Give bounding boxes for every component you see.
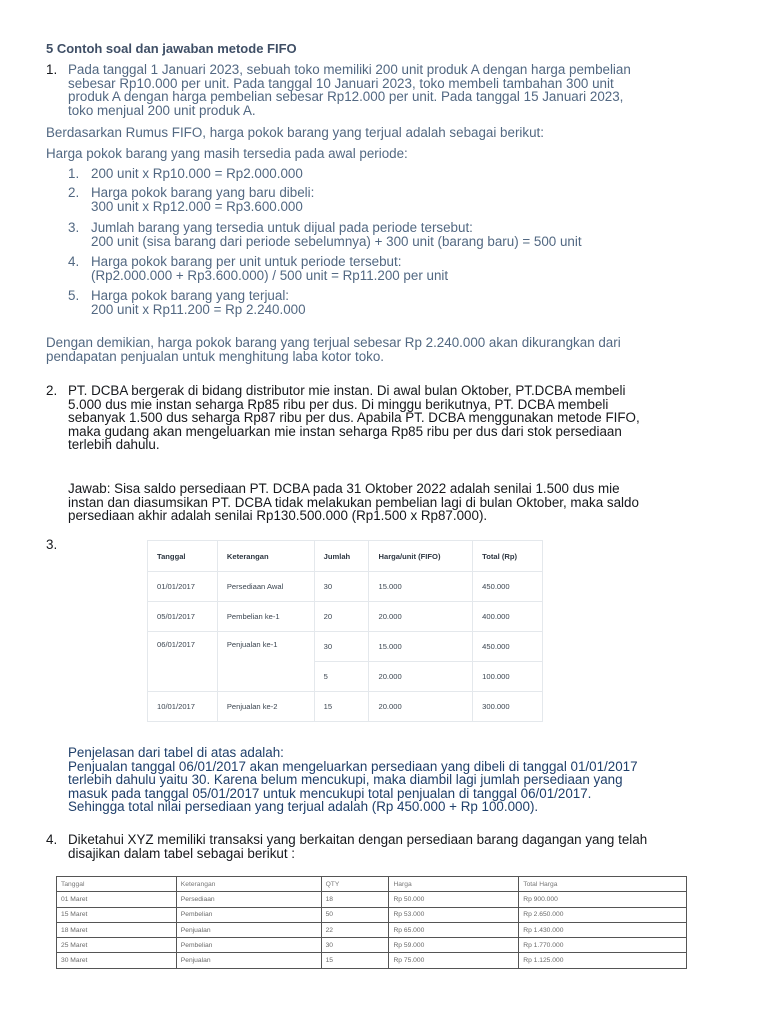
table-cell: 15.000	[369, 632, 473, 662]
step-text: Harga pokok barang yang terjual:	[91, 288, 290, 303]
table-cell: Pembelian	[176, 938, 321, 953]
text-line: produk A dengan harga pembelian sebesar Rp12.000 per unit. Pada tanggal 15 Januari 2023,	[68, 89, 624, 104]
column-header: Jumlah	[314, 541, 369, 572]
step-text: 200 unit x Rp10.000 = Rp2.000.000	[91, 166, 303, 181]
text-line: Sehingga total nilai persediaan yang terjual adalah (Rp 450.000 + Rp 100.000).	[68, 799, 539, 814]
table-cell: Pembelian ke-1	[217, 602, 314, 632]
text-line: disajikan dalam tabel sebagai berikut :	[68, 845, 296, 861]
table-cell: 18	[321, 892, 389, 907]
intro-text: Berdasarkan Rumus FIFO, harga pokok barang yang terjual adalah sebagai berikut:	[46, 125, 544, 140]
table-cell: 20.000	[369, 662, 473, 692]
column-header: Tanggal	[148, 541, 218, 572]
answer-text	[68, 482, 639, 523]
table-cell: 15	[314, 692, 369, 722]
table-cell: 01/01/2017	[148, 572, 218, 602]
table-row	[57, 907, 687, 922]
page-title: 5 Contoh soal dan jawaban metode FIFO	[46, 41, 297, 56]
table-cell: 400.000	[473, 602, 543, 632]
step-text: (Rp2.000.000 + Rp3.600.000) / 500 unit = Rp11.200 per unit	[91, 268, 449, 283]
column-header: Harga	[389, 877, 519, 892]
conclusion-text	[46, 336, 621, 363]
table-row	[57, 892, 687, 907]
table-cell: 300.000	[473, 692, 543, 722]
table-cell: 05/01/2017	[148, 602, 218, 632]
step-number: 2.	[68, 185, 80, 200]
text-line: Jawab: Sisa saldo persediaan PT. DCBA pada 31 Oktober 2022 adalah senilai 1.500 dus mie	[68, 481, 620, 496]
table-cell: 30	[314, 632, 369, 662]
column-header: Keterangan	[217, 541, 314, 572]
column-header: Keterangan	[176, 877, 321, 892]
text-line: persediaan akhir adalah senilai Rp130.500.000 (Rp1.500 x Rp87.000).	[68, 508, 488, 523]
column-header: Harga/unit (FIFO)	[369, 541, 473, 572]
step-text: Harga pokok barang per unit untuk periode tersebut:	[91, 254, 402, 269]
text-line: PT. DCBA bergerak di bidang distributor mie instan. Di awal bulan Oktober, PT.DCBA membeli	[68, 383, 626, 398]
table-cell: Rp 65.000	[389, 922, 519, 937]
text-line: masuk pada tanggal 05/01/2017 untuk mencukupi total penjualan di tanggal 06/01/2017.	[68, 785, 592, 801]
text-line: terlebih dahulu.	[68, 437, 160, 452]
table-row	[57, 953, 687, 968]
table-row	[57, 938, 687, 953]
step-number: 4.	[68, 254, 80, 269]
table-cell: Rp 59.000	[389, 938, 519, 953]
step-text: 200 unit (sisa barang dari periode sebelumnya) + 300 unit (barang baru) = 500 unit	[91, 234, 582, 249]
question-4-text	[68, 833, 647, 860]
table-cell: 10/01/2017	[148, 692, 218, 722]
table-header-row	[148, 541, 543, 572]
table-explanation	[68, 746, 638, 814]
text-line: 5.000 dus mie instan seharga Rp85 ribu per dus. Di minggu berikutnya, PT. DCBA membeli	[68, 396, 609, 412]
table-cell: 50	[321, 907, 389, 922]
step-text: 300 unit x Rp12.000 = Rp3.600.000	[91, 199, 303, 214]
step-text: Harga pokok barang yang baru dibeli:	[91, 185, 315, 200]
column-header: Total Harga	[519, 877, 687, 892]
text-line: Pada tanggal 1 Januari 2023, sebuah toko memiliki 200 unit produk A dengan harga pembelian	[68, 62, 631, 77]
table-cell: 15	[321, 953, 389, 968]
table-cell: 100.000	[473, 662, 543, 692]
question-number: 1.	[46, 62, 58, 77]
table-cell: 25 Maret	[57, 938, 177, 953]
table-cell: Rp 1.770.000	[519, 938, 687, 953]
step-number: 3.	[68, 220, 80, 235]
column-header: Tanggal	[57, 877, 177, 892]
transaction-table	[56, 876, 687, 969]
table-cell: 06/01/2017	[148, 632, 218, 692]
column-header: QTY	[321, 877, 389, 892]
table-cell: 15.000	[369, 572, 473, 602]
step-number: 5.	[68, 288, 80, 303]
table-cell: 01 Maret	[57, 892, 177, 907]
table-row	[57, 922, 687, 937]
table-cell: Rp 1.430.000	[519, 922, 687, 937]
table-cell: Rp 50.000	[389, 892, 519, 907]
text-line: Diketahui XYZ memiliki transaksi yang berkaitan dengan persediaan barang dagangan yang telah	[68, 832, 648, 847]
table-row	[148, 572, 543, 602]
table-cell: 30	[321, 938, 389, 953]
table-cell: 22	[321, 922, 389, 937]
table-cell: 5	[314, 662, 369, 692]
question-number: 3.	[46, 537, 58, 552]
text-line: toko menjual 200 unit produk A.	[68, 102, 256, 118]
table-cell: 20.000	[369, 602, 473, 632]
table-cell: Rp 75.000	[389, 953, 519, 968]
table-row	[148, 602, 543, 632]
text-line: Penjelasan dari tabel di atas adalah:	[68, 745, 284, 760]
table-cell: Persediaan Awal	[217, 572, 314, 602]
text-line: instan dan diasumsikan PT. DCBA tidak melakukan pembelian lagi di bulan Oktober, maka saldo	[68, 494, 639, 510]
column-header: Total (Rp)	[473, 541, 543, 572]
table-cell: Rp 1.125.000	[519, 953, 687, 968]
table-cell: 30 Maret	[57, 953, 177, 968]
text-line: pendapatan penjualan untuk menghitung laba kotor toko.	[46, 348, 385, 364]
table-cell: Penjualan ke-2	[217, 692, 314, 722]
table-cell: Rp 53.000	[389, 907, 519, 922]
table-cell: 20	[314, 602, 369, 632]
table-cell: Persediaan	[176, 892, 321, 907]
text-line: Penjualan tanggal 06/01/2017 akan mengeluarkan persediaan yang dibeli di tanggal 01/01/2017	[68, 758, 638, 774]
fifo-table	[147, 540, 543, 722]
table-cell: Rp 900.000	[519, 892, 687, 907]
table-cell: 18 Maret	[57, 922, 177, 937]
table-cell: Penjualan	[176, 922, 321, 937]
text-line: Dengan demikian, harga pokok barang yang terjual sebesar Rp 2.240.000 akan dikurangkan dari	[46, 335, 621, 350]
table-cell: 450.000	[473, 632, 543, 662]
question-2-text	[68, 384, 640, 452]
table-header-row	[57, 877, 687, 892]
question-number: 2.	[46, 383, 58, 398]
table-cell: Penjualan ke-1	[217, 632, 314, 692]
table-cell: Penjualan	[176, 953, 321, 968]
table-cell: 30	[314, 572, 369, 602]
table-row	[148, 632, 543, 662]
text-line: sebesar Rp10.000 per unit. Pada tanggal 10 Januari 2023, toko membeli tambahan 300 unit	[68, 75, 614, 91]
question-number: 4.	[46, 832, 58, 847]
table-cell: 20.000	[369, 692, 473, 722]
table-cell: Rp 2.650.000	[519, 907, 687, 922]
intro-text: Harga pokok barang yang masih tersedia pada awal periode:	[46, 146, 408, 161]
table-cell: 15 Maret	[57, 907, 177, 922]
question-1-text	[68, 63, 631, 117]
text-line: sebanyak 1.500 dus seharga Rp87 ribu per dus. Apabila PT. DCBA menggunakan metode FIFO,	[68, 410, 640, 425]
table-row	[148, 692, 543, 722]
table-cell: Pembelian	[176, 907, 321, 922]
step-text: Jumlah barang yang tersedia untuk dijual pada periode tersebut:	[91, 220, 473, 235]
step-text: 200 unit x Rp11.200 = Rp 2.240.000	[91, 302, 306, 317]
table-cell: 450.000	[473, 572, 543, 602]
step-number: 1.	[68, 166, 80, 181]
text-line: terlebih dahulu yaitu 30. Karena belum mencukupi, maka diambil lagi jumlah persediaan yang	[68, 772, 623, 787]
text-line: maka gudang akan mengeluarkan mie instan seharga Rp85 ribu per dus dari stok persediaan	[68, 423, 622, 439]
